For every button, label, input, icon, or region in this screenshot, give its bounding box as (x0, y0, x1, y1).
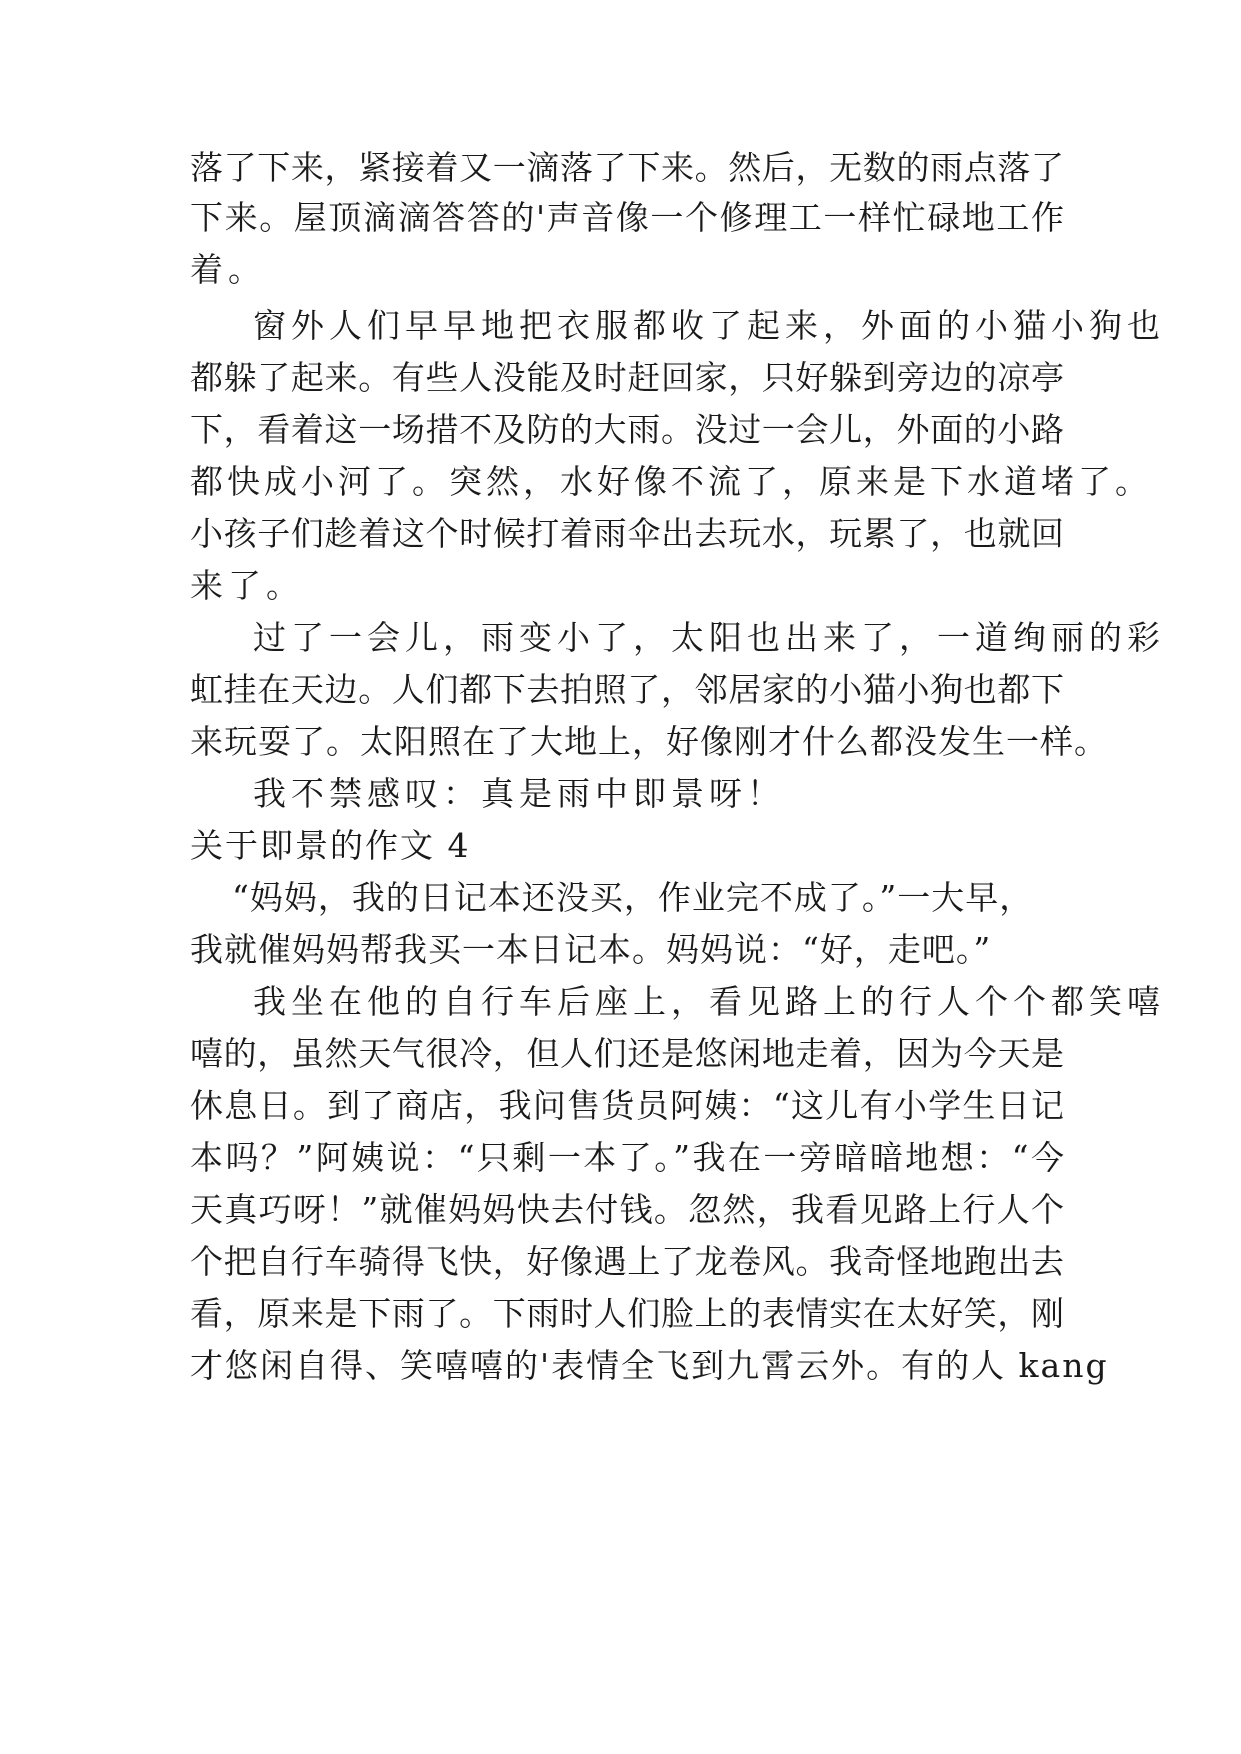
text-line: 都躲了起来。有些人没能及时赶回家，只好躲到旁边的凉亭 (190, 358, 1064, 397)
text-line: 着。 (190, 250, 266, 289)
paragraph-first-line: 我不禁感叹：真是雨中即景呀！ (253, 774, 785, 813)
text-line: 看，原来是下雨了。下雨时人们脸上的表情实在太好笑，刚 (190, 1294, 1064, 1333)
text-line: 才悠闲自得、笑嘻嘻的'表情全飞到九霄云外。有的人 kang (190, 1346, 1109, 1385)
paragraph-first-line: 我坐在他的自行车后座上，看见路上的行人个个都笑嘻 (253, 982, 1165, 1021)
text-line: 都快成小河了。突然，水好像不流了，原来是下水道堵了。 (190, 462, 1152, 501)
text-line: 来了。 (190, 566, 304, 605)
text-line: 下来。屋顶滴滴答答的'声音像一个修理工一样忙碌地工作 (190, 198, 1064, 237)
paragraph-first-line: 窗外人们早早地把衣服都收了起来，外面的小猫小狗也 (253, 306, 1165, 345)
text-line: 本吗？”阿姨说：“只剩一本了。”我在一旁暗暗地想：“今 (190, 1138, 1064, 1177)
text-line: 落了下来，紧接着又一滴落了下来。然后，无数的雨点落了 (190, 148, 1064, 187)
text-line: 虹挂在天边。人们都下去拍照了，邻居家的小猫小狗也都下 (190, 670, 1064, 709)
paragraph-first-line: 过了一会儿，雨变小了，太阳也出来了，一道绚丽的彩 (253, 618, 1165, 657)
text-line: 小孩子们趁着这个时候打着雨伞出去玩水，玩累了，也就回 (190, 514, 1064, 553)
section-heading: 关于即景的作文 4 (190, 826, 471, 865)
paragraph-first-line: “妈妈，我的日记本还没买，作业完不成了。”一大早， (232, 878, 1034, 917)
text-line: 我就催妈妈帮我买一本日记本。妈妈说：“好，走吧。” (190, 930, 992, 969)
text-line: 下，看着这一场措不及防的大雨。没过一会儿，外面的小路 (190, 410, 1064, 449)
text-line: 休息日。到了商店，我问售货员阿姨：“这儿有小学生日记 (190, 1086, 1064, 1125)
text-line: 个把自行车骑得飞快，好像遇上了龙卷风。我奇怪地跑出去 (190, 1242, 1064, 1281)
text-line: 天真巧呀！”就催妈妈快去付钱。忽然，我看见路上行人个 (190, 1190, 1064, 1229)
text-line: 来玩耍了。太阳照在了大地上，好像刚才什么都没发生一样。 (190, 722, 1108, 761)
text-line: 嘻的，虽然天气很冷，但人们还是悠闲地走着，因为今天是 (190, 1034, 1064, 1073)
